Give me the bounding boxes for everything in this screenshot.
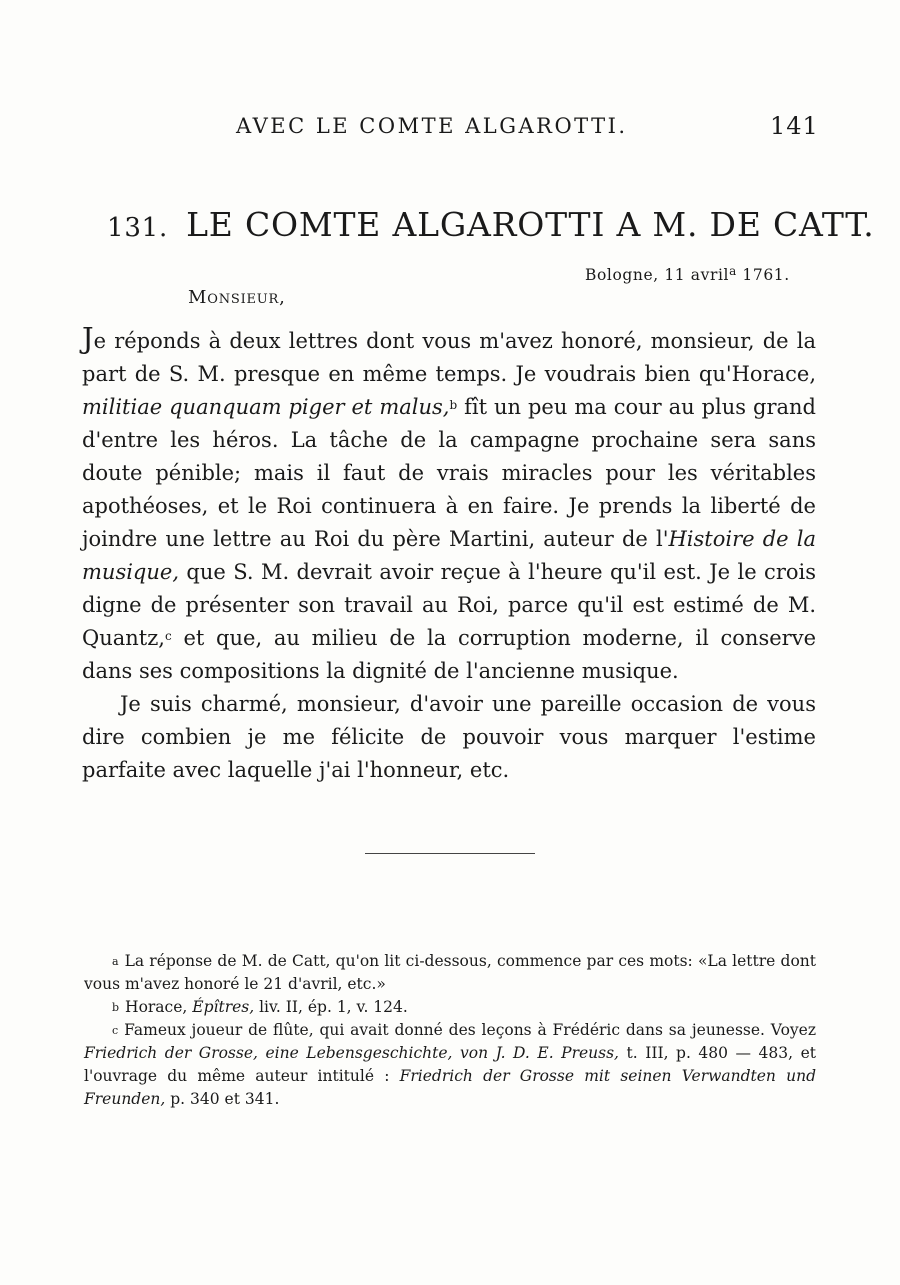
footnote-a-text: La réponse de M. de Catt, qu'on lit ci-dessous, commence par ces mots: «La lettre dont vous m'avez honoré le 21 d'avril, etc.»	[84, 952, 816, 993]
footnote-b-text-1: Horace,	[125, 998, 193, 1016]
footnote-ref-b: b	[449, 398, 458, 412]
dateline-year: 1761.	[736, 266, 790, 284]
paragraph-1	[82, 322, 816, 688]
footnote-b-text-2: liv. II, ép. 1, v. 124.	[254, 998, 408, 1016]
dateline-place-date: Bologne, 11 avril	[585, 266, 730, 284]
footnote-marker-a: a	[112, 955, 119, 968]
book-title-histoire: Histoire de la musique,	[82, 527, 817, 584]
footnote-c-text-1: Fameux joueur de flûte, qui avait donné des leçons à Frédéric dans sa jeunesse. Voyez	[124, 1021, 816, 1039]
footnote-a	[84, 950, 816, 996]
paragraph-1-text-1: e réponds à deux lettres dont vous m'avez honoré, monsieur, de la part de S. M. presque en même temps. Je voudrais bien qu'Horace,	[82, 329, 816, 386]
footnote-c-italic-1: Friedrich der Grosse, eine Lebensgeschichte, von J. D. E. Preuss,	[84, 1044, 619, 1062]
footnote-ref-a: a	[729, 264, 737, 278]
paragraph-2: Je suis charmé, monsieur, d'avoir une pareille occasion de vous dire combien je me félicite de pouvoir vous marquer l'estime parfaite avec laquelle j'ai l'honneur, etc.	[82, 692, 816, 782]
letter-title: LE COMTE ALGAROTTI A M. DE CATT.	[186, 205, 875, 244]
footnote-b	[84, 996, 816, 1019]
drop-cap: J	[82, 321, 94, 355]
footnote-c	[84, 1019, 816, 1111]
footnote-marker-c: c	[112, 1024, 119, 1037]
letter-body	[82, 322, 816, 787]
letter-heading	[107, 205, 875, 244]
letter-number: 131.	[107, 213, 169, 243]
paragraph-1-text-2: fît un peu ma cour au plus grand d'entre les héros. La tâche de la campagne prochaine sera sans doute pénible; mais il faut de vrais miracles pour les véritables apothéoses, et le Roi continuera à en faire. Je prends la liberté de joindre une lettre au Roi du père Martini, auteur de l'	[82, 395, 817, 551]
section-divider	[365, 853, 535, 854]
footnote-c-italic-2: Friedrich der Grosse mit seinen Verwandten und Freunden,	[84, 1067, 816, 1108]
footnotes	[84, 950, 816, 1111]
footnote-c-text-2: t. III, p. 480 — 483, et l'ouvrage du même auteur intitulé :	[84, 1044, 816, 1085]
quote-horace: militiae quanquam piger et malus,	[82, 395, 450, 419]
running-head: AVEC LE COMTE ALGAROTTI.	[236, 114, 628, 138]
dateline	[585, 266, 790, 284]
salutation: Monsieur,	[188, 287, 286, 308]
footnote-c-text-3: p. 340 et 341.	[165, 1090, 280, 1108]
page-number: 141	[770, 112, 819, 140]
footnote-b-italic: Épîtres,	[192, 998, 255, 1016]
paragraph-1-text-3: que S. M. devrait avoir reçue à l'heure qu'il est. Je le crois digne de présenter son travail au Roi, parce qu'il est estimé de M. Quantz,	[82, 560, 816, 650]
paragraph-1-text-4: et que, au milieu de la corruption moderne, il conserve dans ses compositions la dignité de l'ancienne musique.	[82, 626, 816, 683]
footnote-ref-c: c	[164, 629, 172, 643]
footnote-marker-b: b	[112, 1001, 120, 1014]
